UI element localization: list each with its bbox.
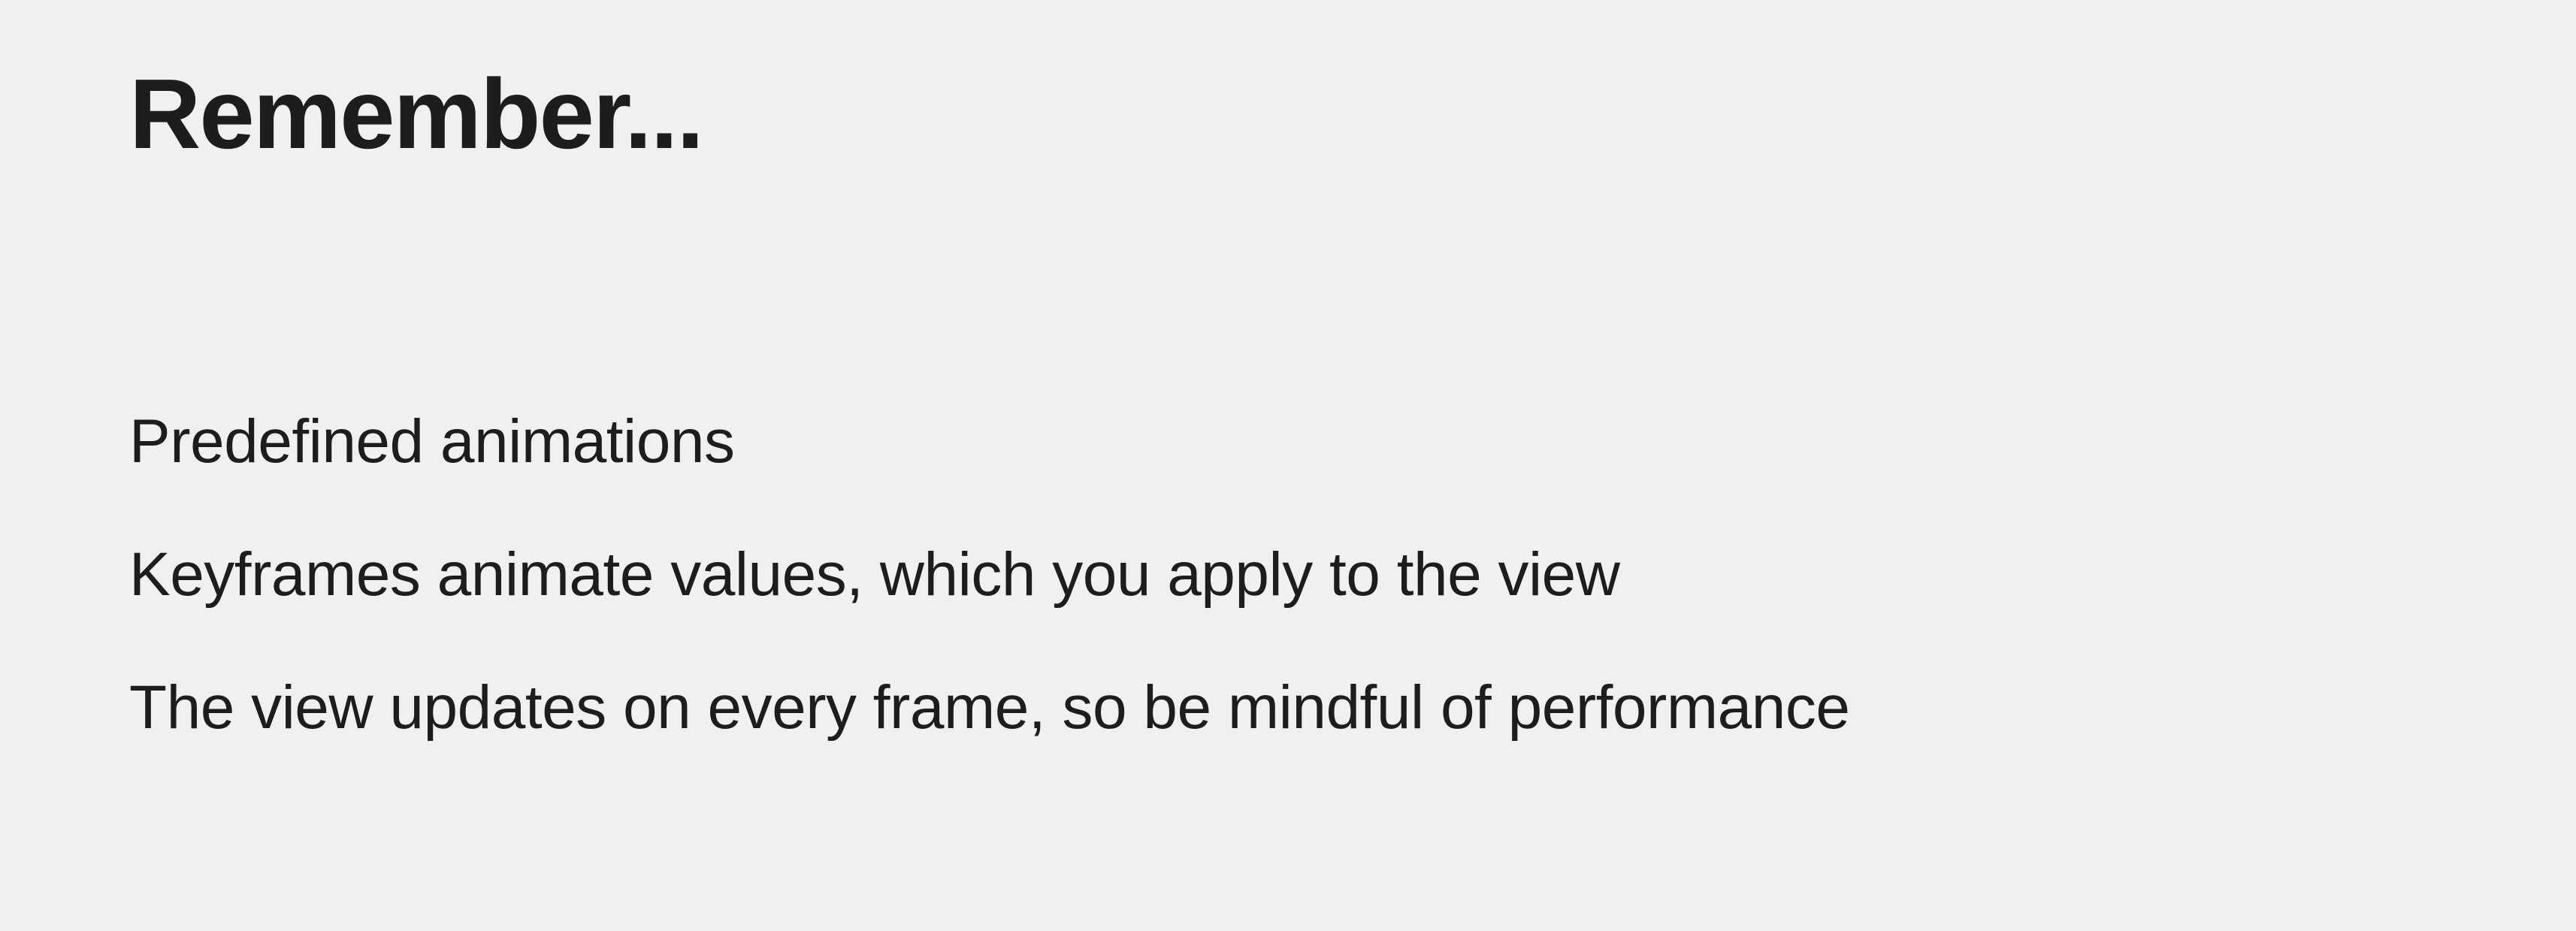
slide-title: Remember... [129, 59, 703, 169]
point-view-updates-every-frame: The view updates on every frame, so be mindful of performance [129, 673, 1850, 742]
point-keyframes-animate-values: Keyframes animate values, which you apply to the view [129, 540, 1620, 609]
point-predefined-animations: Predefined animations [129, 407, 735, 476]
point-list [129, 397, 1849, 753]
